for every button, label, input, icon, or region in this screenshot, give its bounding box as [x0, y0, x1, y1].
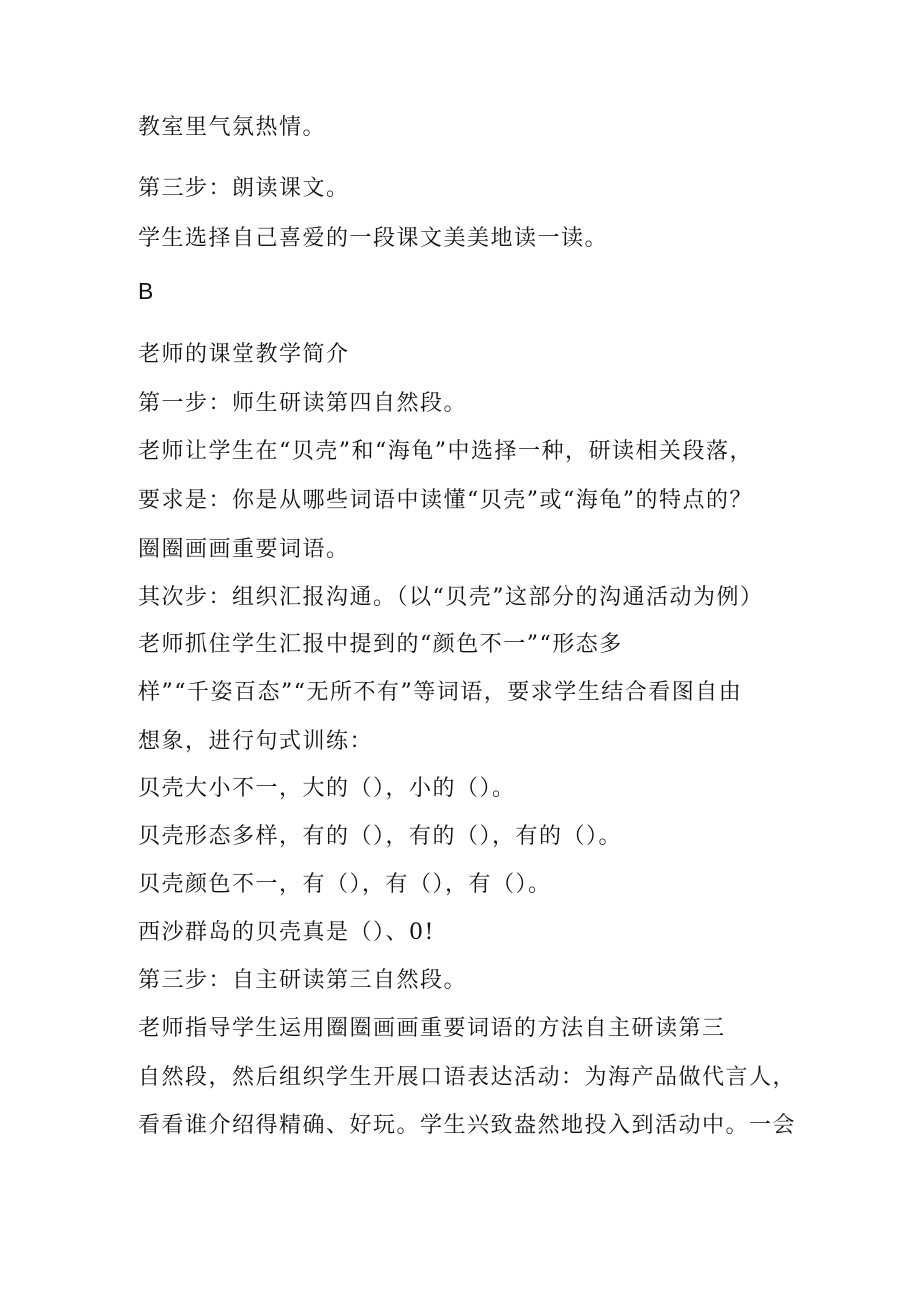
- text-line: 老师让学生在“贝壳”和“海龟”中选择一种，研读相关段落，: [138, 439, 753, 464]
- text-line: 老师指导学生运用圈圈画画重要词语的方法自主研读第三: [138, 1016, 726, 1041]
- text-line: 西沙群岛的贝壳真是（）、0!: [138, 920, 435, 945]
- text-line: 要求是：你是从哪些词语中读懂“贝壳”或“海龟”的特点的？: [138, 488, 753, 513]
- text-line: 贝壳形态多样，有的（），有的（），有的（）。: [138, 824, 623, 849]
- section-label: B: [138, 278, 155, 304]
- text-line: 老师抓住学生汇报中提到的“颜色不一”“形态多: [138, 632, 623, 657]
- text-line: 教室里气氛热情。: [138, 115, 327, 140]
- section-heading: 老师的课堂教学简介: [138, 342, 350, 367]
- text-line: 学生选择自己喜爱的一段课文美美地读一读。: [138, 226, 609, 251]
- text-line: 其次步：组织汇报沟通。（以“贝壳”这部分的沟通活动为例）: [138, 585, 764, 610]
- text-line: 想象，进行句式训练：: [138, 729, 374, 754]
- text-line: 自然段，然后组织学生开展口语表达活动：为海产品做代言人，: [138, 1065, 797, 1090]
- text-line: 样”“千姿百态”“无所不有”等词语，要求学生结合看图自由: [138, 680, 743, 705]
- text-line: 圈圈画画重要词语。: [138, 537, 350, 562]
- text-line: 第一步：师生研读第四自然段。: [138, 391, 468, 416]
- text-line: 第三步：朗读课文。: [138, 176, 350, 201]
- text-line: 贝壳颜色不一，有（），有（），有（）。: [138, 872, 552, 897]
- text-line: 看看谁介绍得精确、好玩。学生兴致盎然地投入到活动中。一会: [138, 1113, 797, 1138]
- text-line: 贝壳大小不一，大的（），小的（）。: [138, 776, 516, 801]
- text-line: 第三步：自主研读第三自然段。: [138, 968, 468, 993]
